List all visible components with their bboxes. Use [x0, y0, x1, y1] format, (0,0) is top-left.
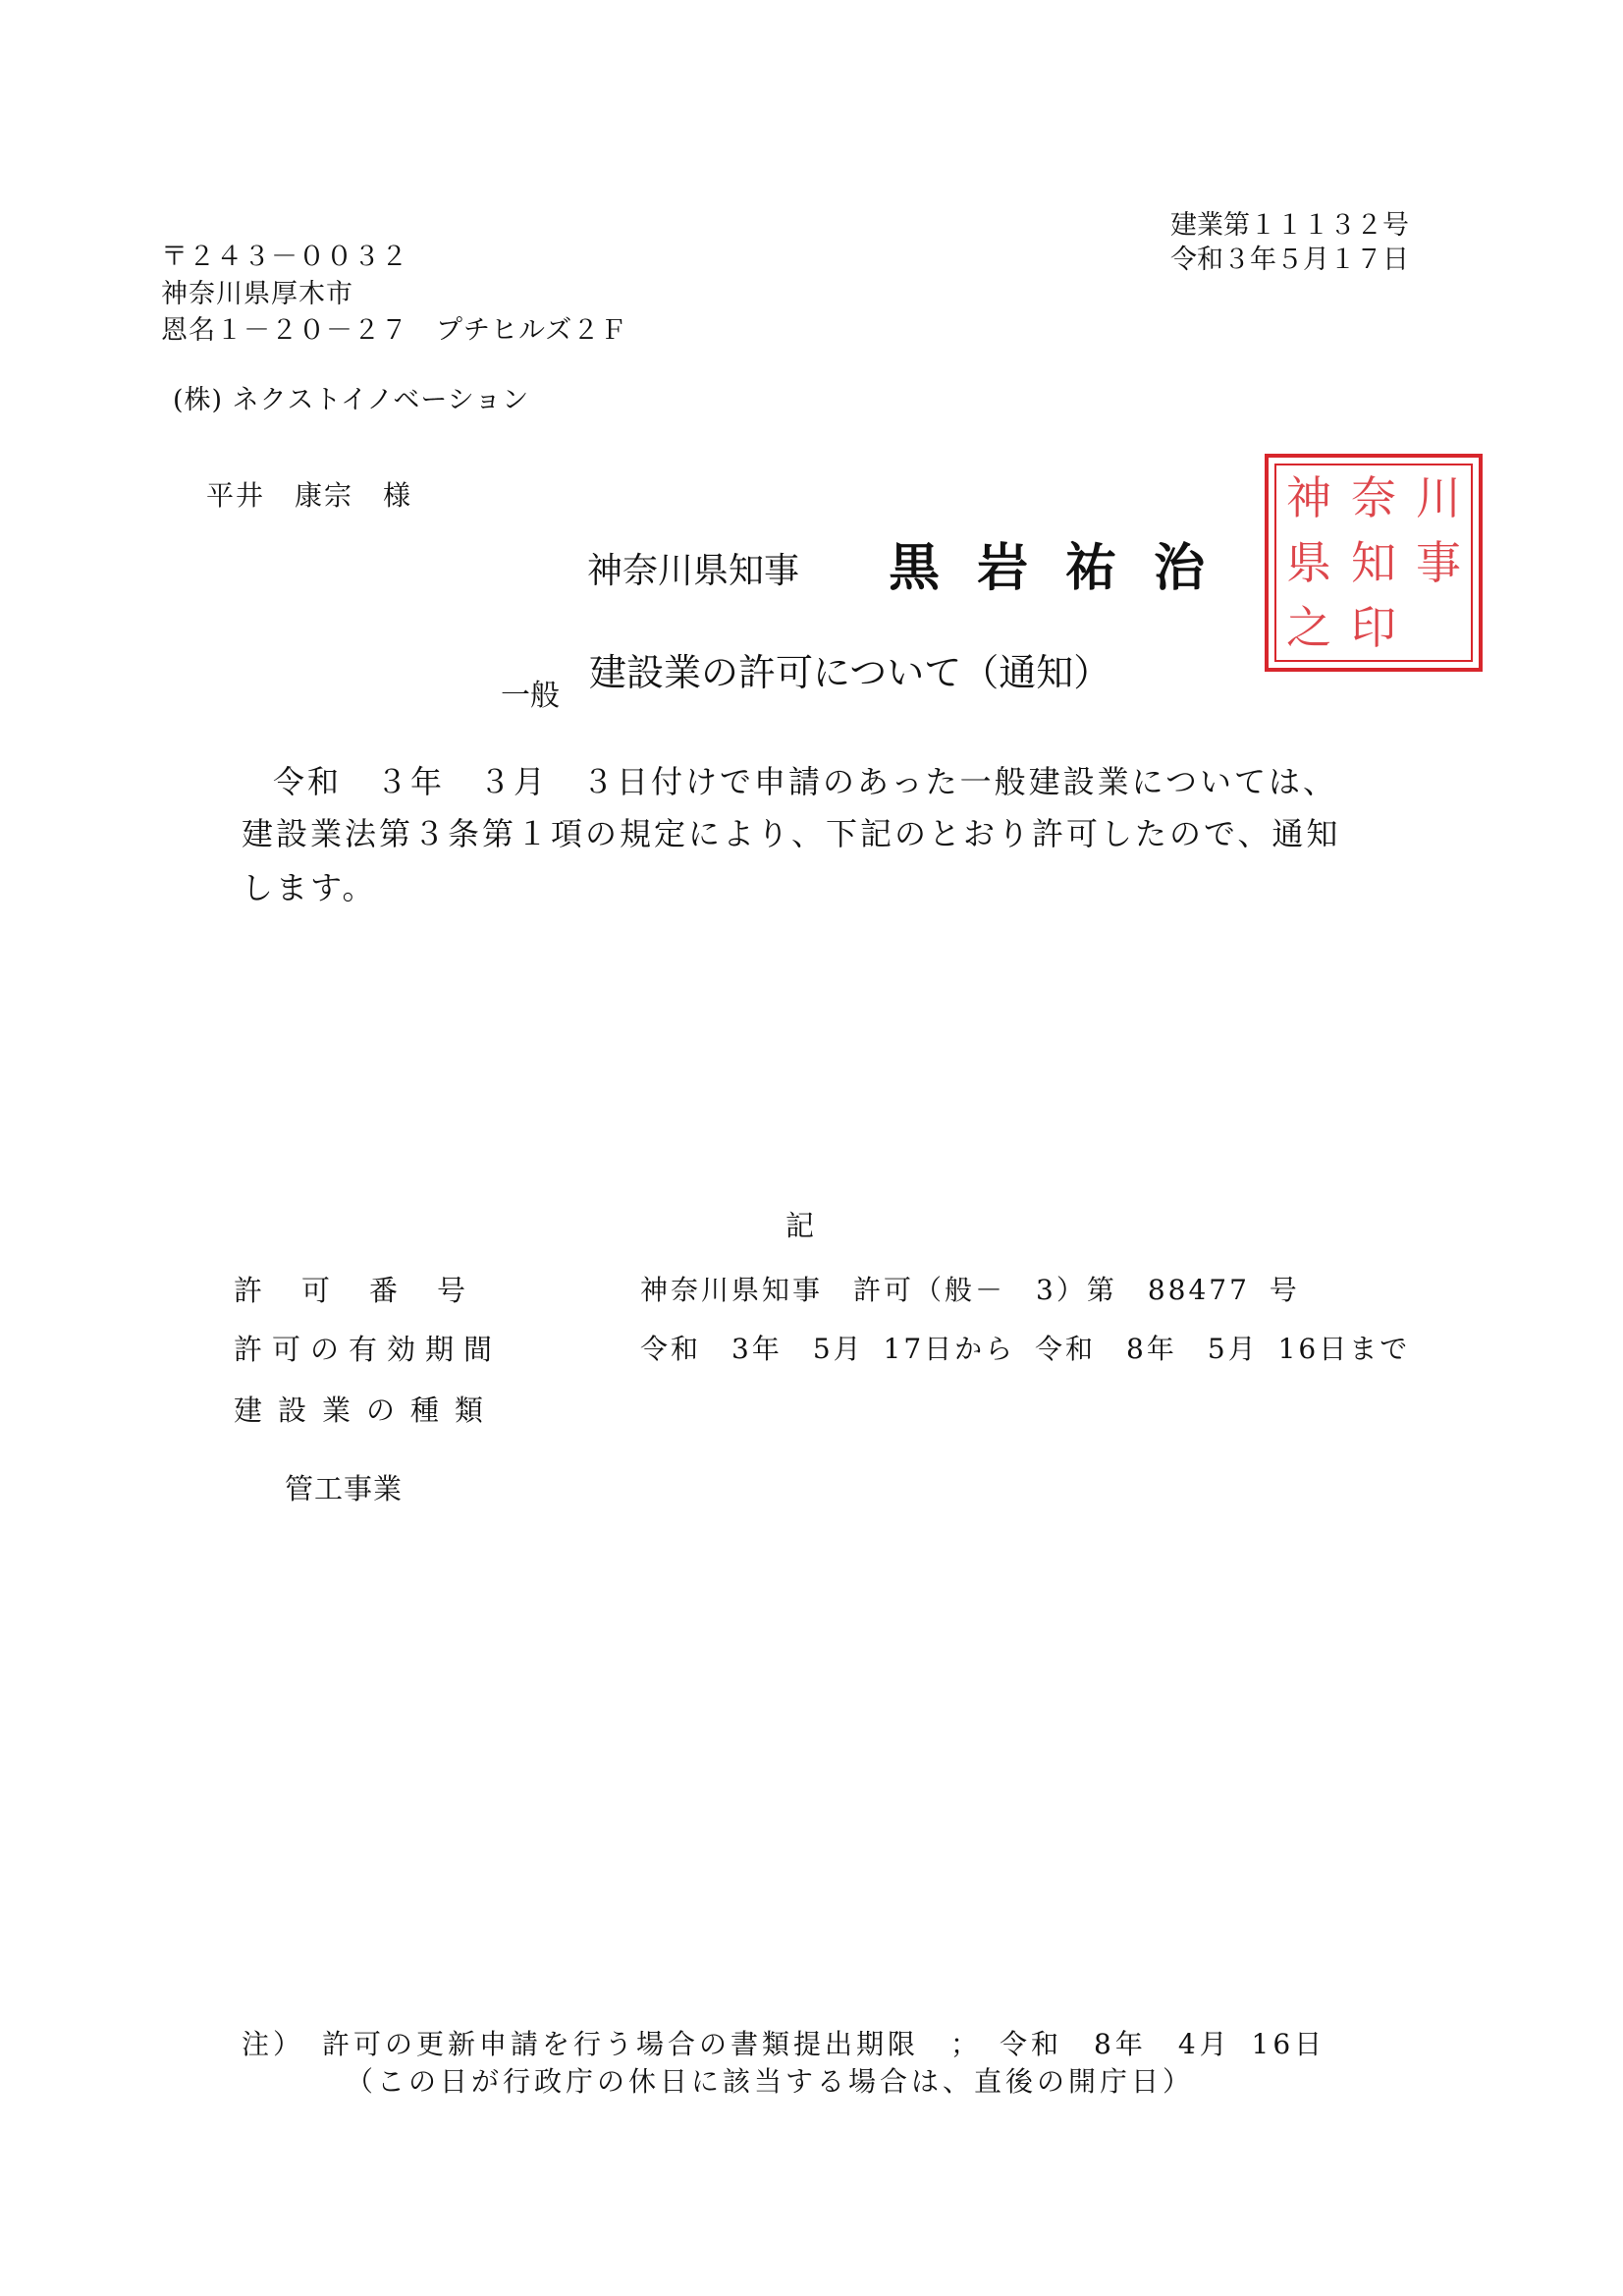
address-line-2: 恩名１－２０－２７ プチヒルズ２Ｆ — [161, 315, 628, 346]
recipient-name: 平井 康宗 様 — [206, 479, 413, 512]
validity-label: 許可の有効期間 — [234, 1333, 503, 1366]
address-line-1: 神奈川県厚木市 — [161, 279, 353, 309]
body-line-3: します。 — [242, 869, 377, 906]
body-line-2: 建設業法第３条第１項の規定により、下記のとおり許可したので、通知 — [242, 815, 1341, 852]
subject-prefix: 一般 — [501, 679, 560, 713]
postal-code: 〒２４３－００３２ — [161, 242, 408, 272]
subject-title: 建設業の許可について（通知） — [589, 651, 1111, 694]
validity-value: 令和 3年 5月 17日から 令和 8年 5月 16日まで — [640, 1333, 1411, 1365]
issuer-title: 神奈川県知事 — [587, 551, 800, 591]
business-type-value: 管工事業 — [285, 1472, 404, 1505]
note-line-2: （この日が行政庁の休日に該当する場合は、直後の開庁日） — [346, 2065, 1195, 2098]
ki-heading: 記 — [785, 1209, 815, 1242]
permit-number-value: 神奈川県知事 許可（般－ 3）第 88477 号 — [640, 1274, 1300, 1306]
document-date: 令和３年５月１７日 — [1170, 245, 1409, 275]
body-line-1: 令和 ３年 ３月 ３日付けで申請のあった一般建設業については、 — [273, 763, 1338, 800]
document-number: 建業第１１１３２号 — [1170, 210, 1409, 241]
official-seal: 神 奈 川 県 知 事 之 印 — [1265, 454, 1483, 672]
issuer-name: 黒岩祐治 — [889, 538, 1243, 598]
company-name: (株) ネクストイノベーション — [173, 385, 530, 415]
note-line-1: 注） 許可の更新申請を行う場合の書類提出期限 ； 令和 8年 4月 16日 — [242, 2028, 1326, 2060]
business-type-label: 建設業の種類 — [234, 1394, 500, 1427]
permit-number-label: 許可番号 — [234, 1274, 506, 1307]
